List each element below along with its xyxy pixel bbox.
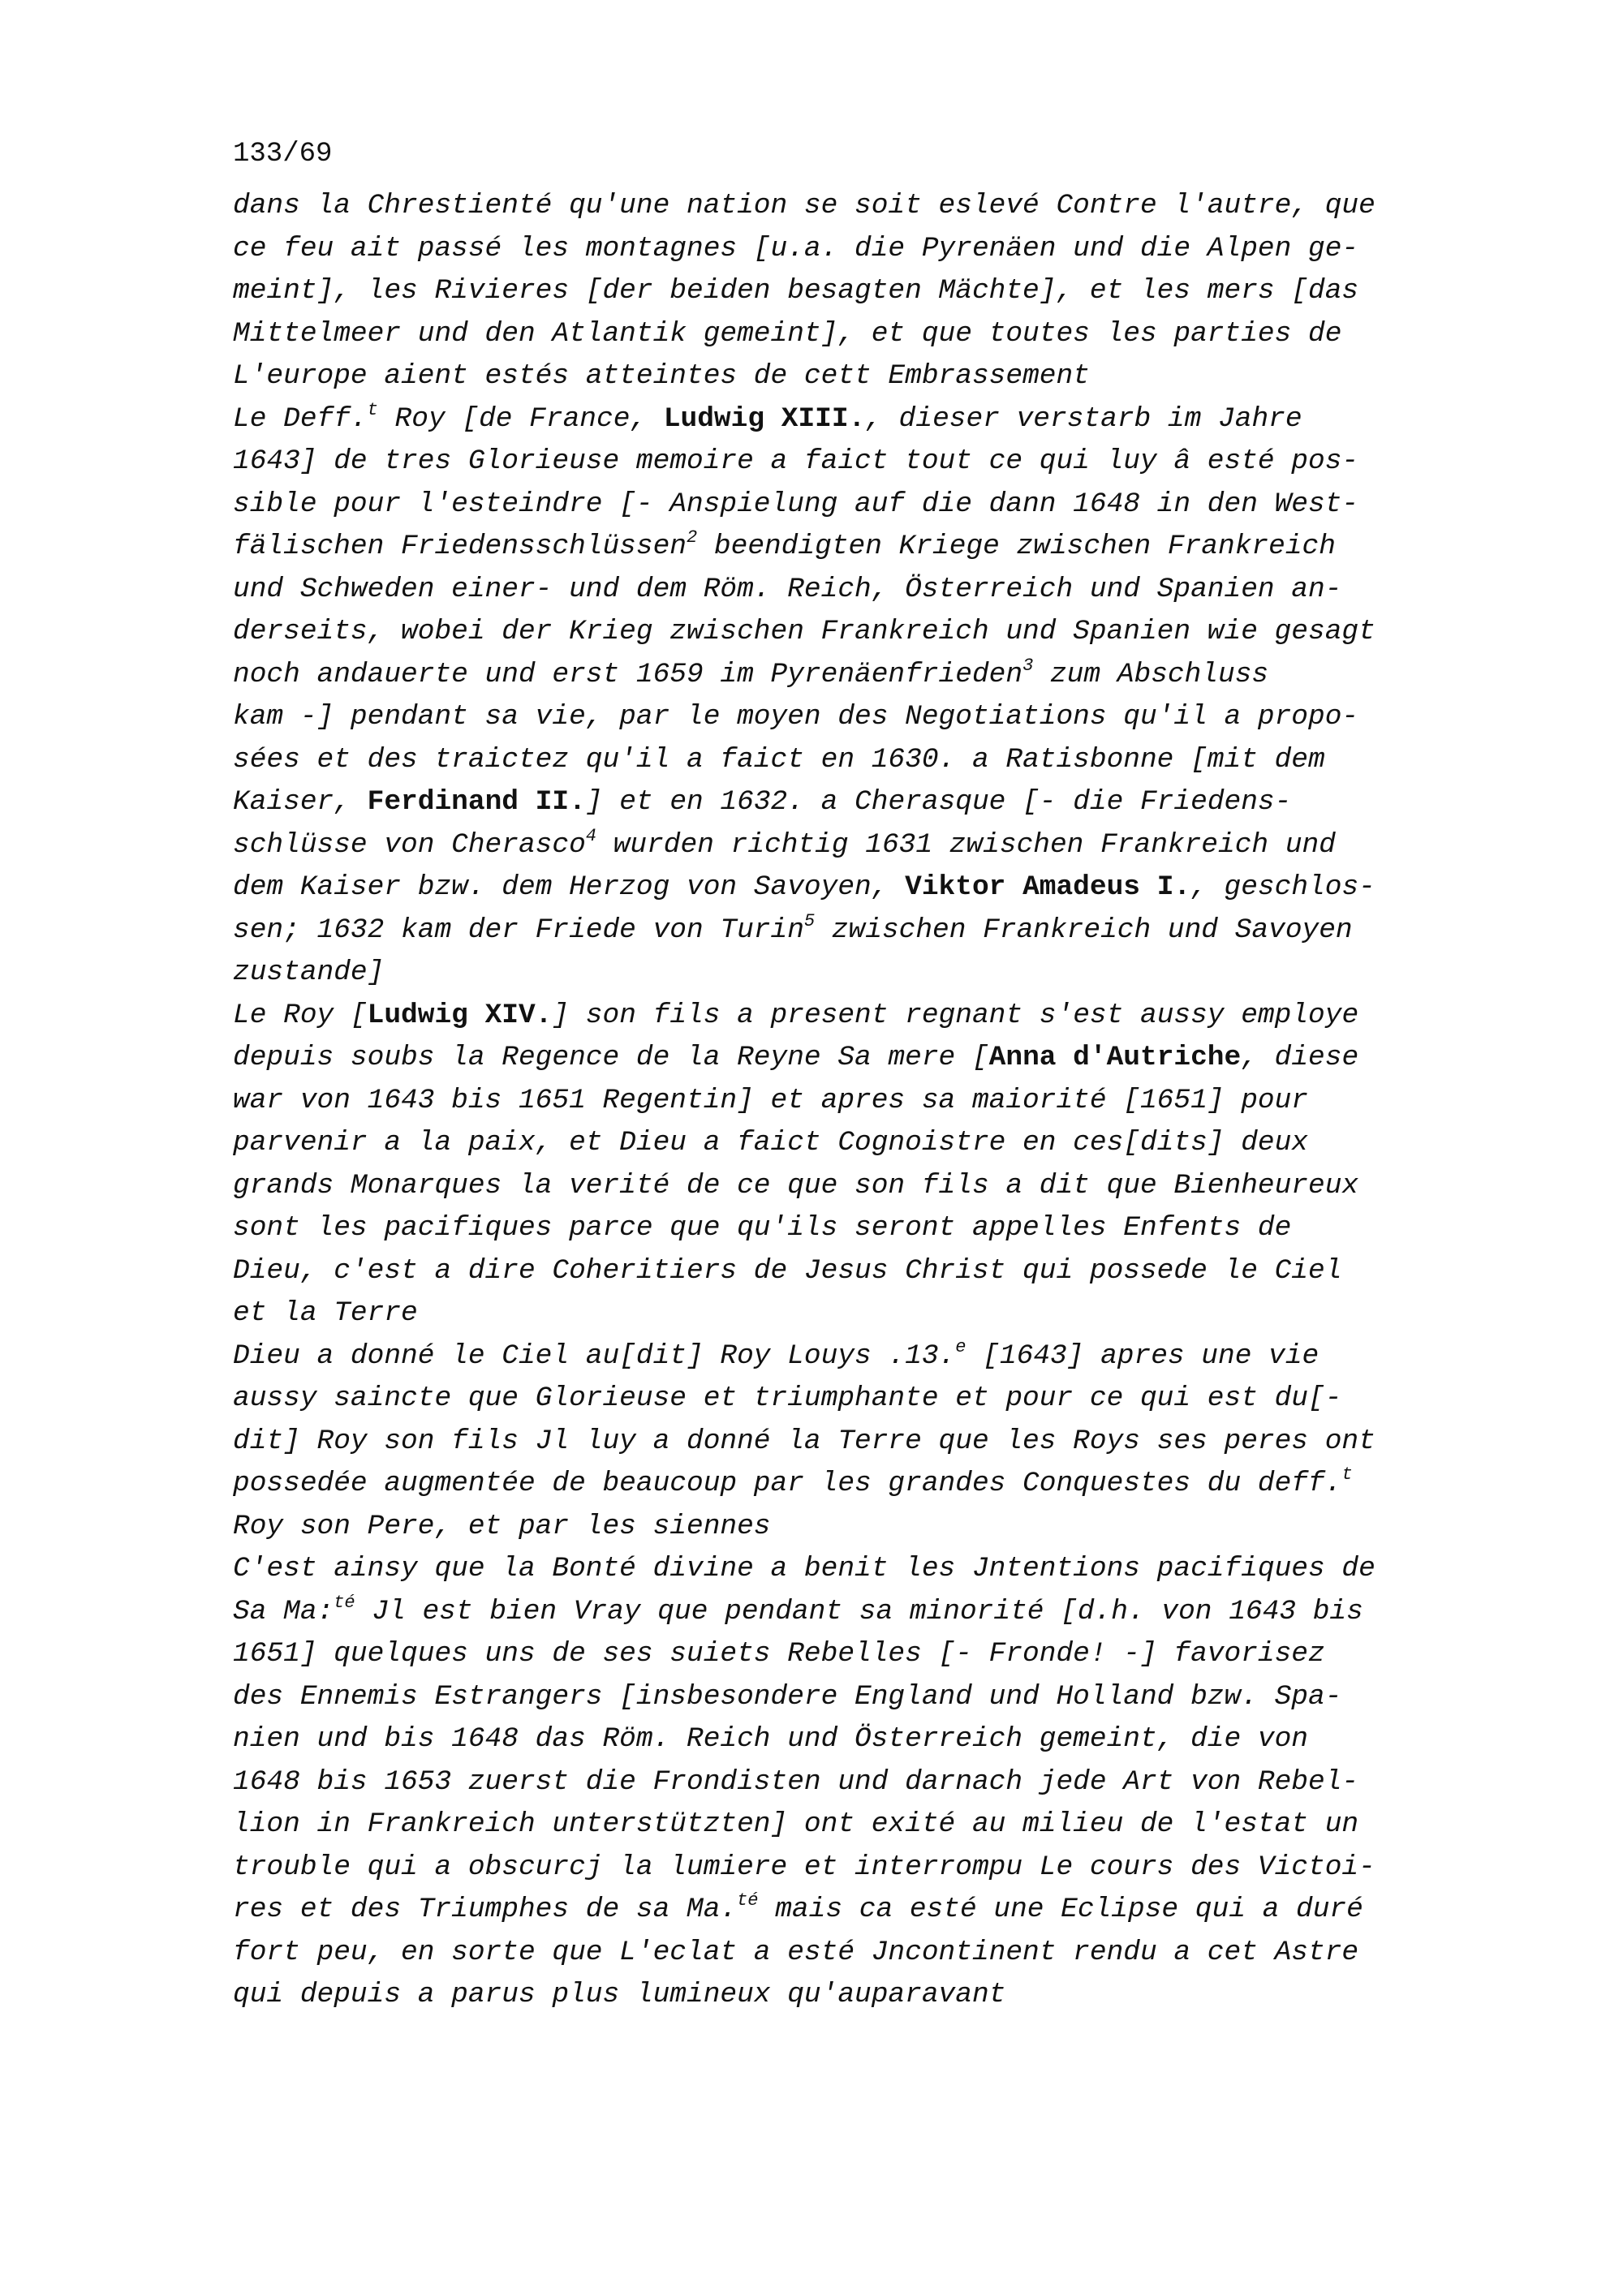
text-segment: kam -] pendant sa vie, par le moyen des Negotiations qu'il a propo- bbox=[233, 701, 1359, 733]
text-line bbox=[233, 569, 1483, 612]
text-line bbox=[233, 355, 1483, 398]
text-line bbox=[233, 1974, 1483, 2017]
text-segment: des Ennemis Estrangers [insbesondere England und Holland bzw. Spa- bbox=[233, 1680, 1342, 1713]
superscript: t bbox=[1341, 1464, 1353, 1485]
bold-name: Ferdinand II. bbox=[367, 786, 586, 818]
text-segment: dans la Chrestienté qu'une nation se soit eslevé Contre l'autre, que bbox=[233, 190, 1375, 221]
paragraph bbox=[233, 1335, 1483, 1549]
text-line bbox=[233, 739, 1483, 782]
text-segment: [1643] apres une vie bbox=[966, 1339, 1319, 1372]
text-line bbox=[233, 909, 1483, 952]
text-segment: zwischen Frankreich und Savoyen bbox=[815, 914, 1353, 946]
text-segment: Roy [de France, bbox=[377, 402, 664, 435]
paragraph bbox=[233, 398, 1483, 995]
text-segment: nien und bis 1648 das Röm. Reich und Österreich gemeint, die von bbox=[233, 1723, 1309, 1755]
text-segment: sible pour l'esteindre [- Anspielung auf die dann 1648 in den West- bbox=[233, 488, 1359, 520]
text-line bbox=[233, 1889, 1483, 1932]
text-segment: ] et en 1632. a Cherasque [- die Friedens- bbox=[585, 786, 1292, 818]
text-line bbox=[233, 1421, 1483, 1464]
text-line bbox=[233, 1804, 1483, 1847]
superscript: 2 bbox=[687, 527, 698, 548]
text-segment: ] son fils a present regnant s'est aussy employe bbox=[552, 999, 1359, 1031]
text-line bbox=[233, 654, 1483, 697]
text-segment: et la Terre bbox=[233, 1297, 418, 1329]
text-line bbox=[233, 1165, 1483, 1208]
text-segment: possedée augmentée de beaucoup par les grandes Conquestes du deff. bbox=[233, 1468, 1342, 1499]
text-segment: Kaiser, bbox=[233, 786, 368, 818]
superscript: té bbox=[334, 1592, 355, 1613]
text-line bbox=[233, 1676, 1483, 1719]
text-line bbox=[233, 1378, 1483, 1421]
superscript: té bbox=[737, 1890, 759, 1911]
document-page bbox=[233, 136, 1483, 2017]
text-segment: wurden richtig 1631 zwischen Frankreich und bbox=[596, 828, 1336, 861]
text-line bbox=[233, 1122, 1483, 1165]
text-line bbox=[233, 1548, 1483, 1591]
text-line bbox=[233, 866, 1483, 909]
text-line bbox=[233, 1761, 1483, 1804]
superscript: t bbox=[367, 399, 378, 420]
bold-name: Anna d'Autriche bbox=[988, 1042, 1242, 1073]
text-segment: lion in Frankreich unterstützten] ont exité au milieu de l'estat un bbox=[233, 1808, 1359, 1840]
text-segment: schlüsse von Cherasco bbox=[233, 828, 586, 861]
text-line bbox=[233, 1335, 1483, 1378]
text-segment: fälischen Friedensschlüssen bbox=[233, 531, 687, 562]
text-line bbox=[233, 441, 1483, 484]
text-segment: Jl est bien Vray que pendant sa minorité [d.h. von 1643 bis bbox=[355, 1595, 1363, 1627]
text-line bbox=[233, 1847, 1483, 1890]
text-segment: 1651] quelques uns de ses suiets Rebelles [- Fronde! -] favorisez bbox=[233, 1638, 1325, 1670]
text-segment: Sa Ma: bbox=[233, 1595, 334, 1627]
text-line bbox=[233, 526, 1483, 569]
text-line bbox=[233, 1037, 1483, 1080]
text-segment: depuis soubs la Regence de la Reyne Sa mere [ bbox=[233, 1042, 989, 1073]
text-line bbox=[233, 1207, 1483, 1250]
text-segment: parvenir a la paix, et Dieu a faict Cognoistre en ces[dits] deux bbox=[233, 1127, 1309, 1159]
text-segment: 1648 bis 1653 zuerst die Frondisten und darnach jede Art von Rebel- bbox=[233, 1765, 1359, 1798]
text-segment: 1643] de tres Glorieuse memoire a faict tout ce qui luy â esté pos- bbox=[233, 445, 1359, 477]
text-segment: Dieu a donné le Ciel au[dit] Roy Louys .13. bbox=[233, 1339, 956, 1372]
text-line bbox=[233, 611, 1483, 654]
text-segment: , dieser verstarb im Jahre bbox=[865, 402, 1302, 435]
page-number: 133/69 bbox=[233, 139, 333, 170]
text-segment: sées et des traictez qu'il a faict en 1630. a Ratisbonne [mit dem bbox=[233, 743, 1325, 776]
text-line bbox=[233, 1718, 1483, 1761]
text-segment: , diese bbox=[1241, 1042, 1359, 1073]
superscript: 3 bbox=[1022, 655, 1034, 676]
superscript: 4 bbox=[585, 825, 596, 846]
bold-name: Ludwig XIV. bbox=[367, 999, 553, 1031]
text-segment: C'est ainsy que la Bonté divine a benit les Jntentions pacifiques de bbox=[233, 1553, 1375, 1584]
text-segment: trouble qui a obscurcj la lumiere et interrompu Le cours des Victoi- bbox=[233, 1851, 1375, 1883]
text-segment: grands Monarques la verité de ce que son fils a dit que Bienheureux bbox=[233, 1169, 1359, 1202]
text-line bbox=[233, 1080, 1483, 1123]
text-segment: Mittelmeer und den Atlantik gemeint], et que toutes les parties de bbox=[233, 317, 1342, 350]
text-segment: res et des Triumphes de sa Ma. bbox=[233, 1894, 738, 1925]
bold-name: Viktor Amadeus I. bbox=[905, 871, 1191, 903]
paragraph bbox=[233, 185, 1483, 398]
text-segment: zustande] bbox=[233, 957, 385, 988]
paragraph bbox=[233, 1548, 1483, 2017]
text-segment: fort peu, en sorte que L'eclat a esté Jncontinent rendu a cet Astre bbox=[233, 1936, 1359, 1968]
superscript: 5 bbox=[803, 910, 816, 931]
text-segment: war von 1643 bis 1651 Regentin] et apres sa maiorité [1651] pour bbox=[233, 1084, 1309, 1116]
text-line bbox=[233, 270, 1483, 313]
text-segment: noch andauerte und erst 1659 im Pyrenäenfrieden bbox=[233, 658, 1023, 690]
text-segment: Roy son Pere, et par les siennes bbox=[233, 1510, 771, 1542]
text-line bbox=[233, 781, 1483, 824]
text-segment: , geschlos- bbox=[1190, 871, 1375, 903]
text-line bbox=[233, 185, 1483, 228]
text-line bbox=[233, 1633, 1483, 1676]
text-segment: und Schweden einer- und dem Röm. Reich, Österreich und Spanien an- bbox=[233, 573, 1342, 605]
text-line bbox=[233, 1250, 1483, 1293]
document-body bbox=[233, 185, 1483, 2017]
paragraph bbox=[233, 995, 1483, 1335]
text-segment: Le Deff. bbox=[233, 402, 368, 435]
text-line bbox=[233, 995, 1483, 1038]
text-segment: L'europe aient estés atteintes de cett Embrassement bbox=[233, 360, 1090, 392]
text-line bbox=[233, 1463, 1483, 1506]
text-segment: dem Kaiser bzw. dem Herzog von Savoyen, bbox=[233, 871, 906, 903]
text-segment: zum Abschluss bbox=[1033, 658, 1269, 690]
text-line bbox=[233, 1591, 1483, 1634]
text-line bbox=[233, 228, 1483, 271]
text-line bbox=[233, 484, 1483, 527]
bold-name: Ludwig XIII. bbox=[663, 402, 866, 435]
text-line bbox=[233, 952, 1483, 995]
text-line bbox=[233, 824, 1483, 867]
text-segment: beendigten Kriege zwischen Frankreich bbox=[697, 531, 1336, 562]
text-segment: derseits, wobei der Krieg zwischen Frankreich und Spanien wie gesagt bbox=[233, 616, 1375, 647]
text-segment: Dieu, c'est a dire Coheritiers de Jesus Christ qui possede le Ciel bbox=[233, 1254, 1342, 1287]
text-line bbox=[233, 1506, 1483, 1549]
text-line bbox=[233, 696, 1483, 739]
text-segment: Le Roy [ bbox=[233, 999, 368, 1031]
text-segment: mais ca esté une Eclipse qui a duré bbox=[758, 1894, 1363, 1925]
text-line bbox=[233, 1292, 1483, 1335]
text-segment: qui depuis a parus plus lumineux qu'auparavant bbox=[233, 1979, 1006, 2010]
text-segment: sont les pacifiques parce que qu'ils seront appelles Enfents de bbox=[233, 1212, 1292, 1244]
text-segment: sen; 1632 kam der Friede von Turin bbox=[233, 914, 804, 946]
text-segment: dit] Roy son fils Jl luy a donné la Terre que les Roys ses peres ont bbox=[233, 1425, 1375, 1457]
text-line bbox=[233, 313, 1483, 356]
text-line bbox=[233, 398, 1483, 441]
text-segment: aussy saincte que Glorieuse et triumphante et pour ce qui est du[- bbox=[233, 1382, 1342, 1414]
superscript: e bbox=[955, 1336, 966, 1357]
text-line bbox=[233, 1932, 1483, 1975]
text-segment: ce feu ait passé les montagnes [u.a. die Pyrenäen und die Alpen ge- bbox=[233, 232, 1359, 264]
text-segment: meint], les Rivieres [der beiden besagten Mächte], et les mers [das bbox=[233, 275, 1359, 307]
